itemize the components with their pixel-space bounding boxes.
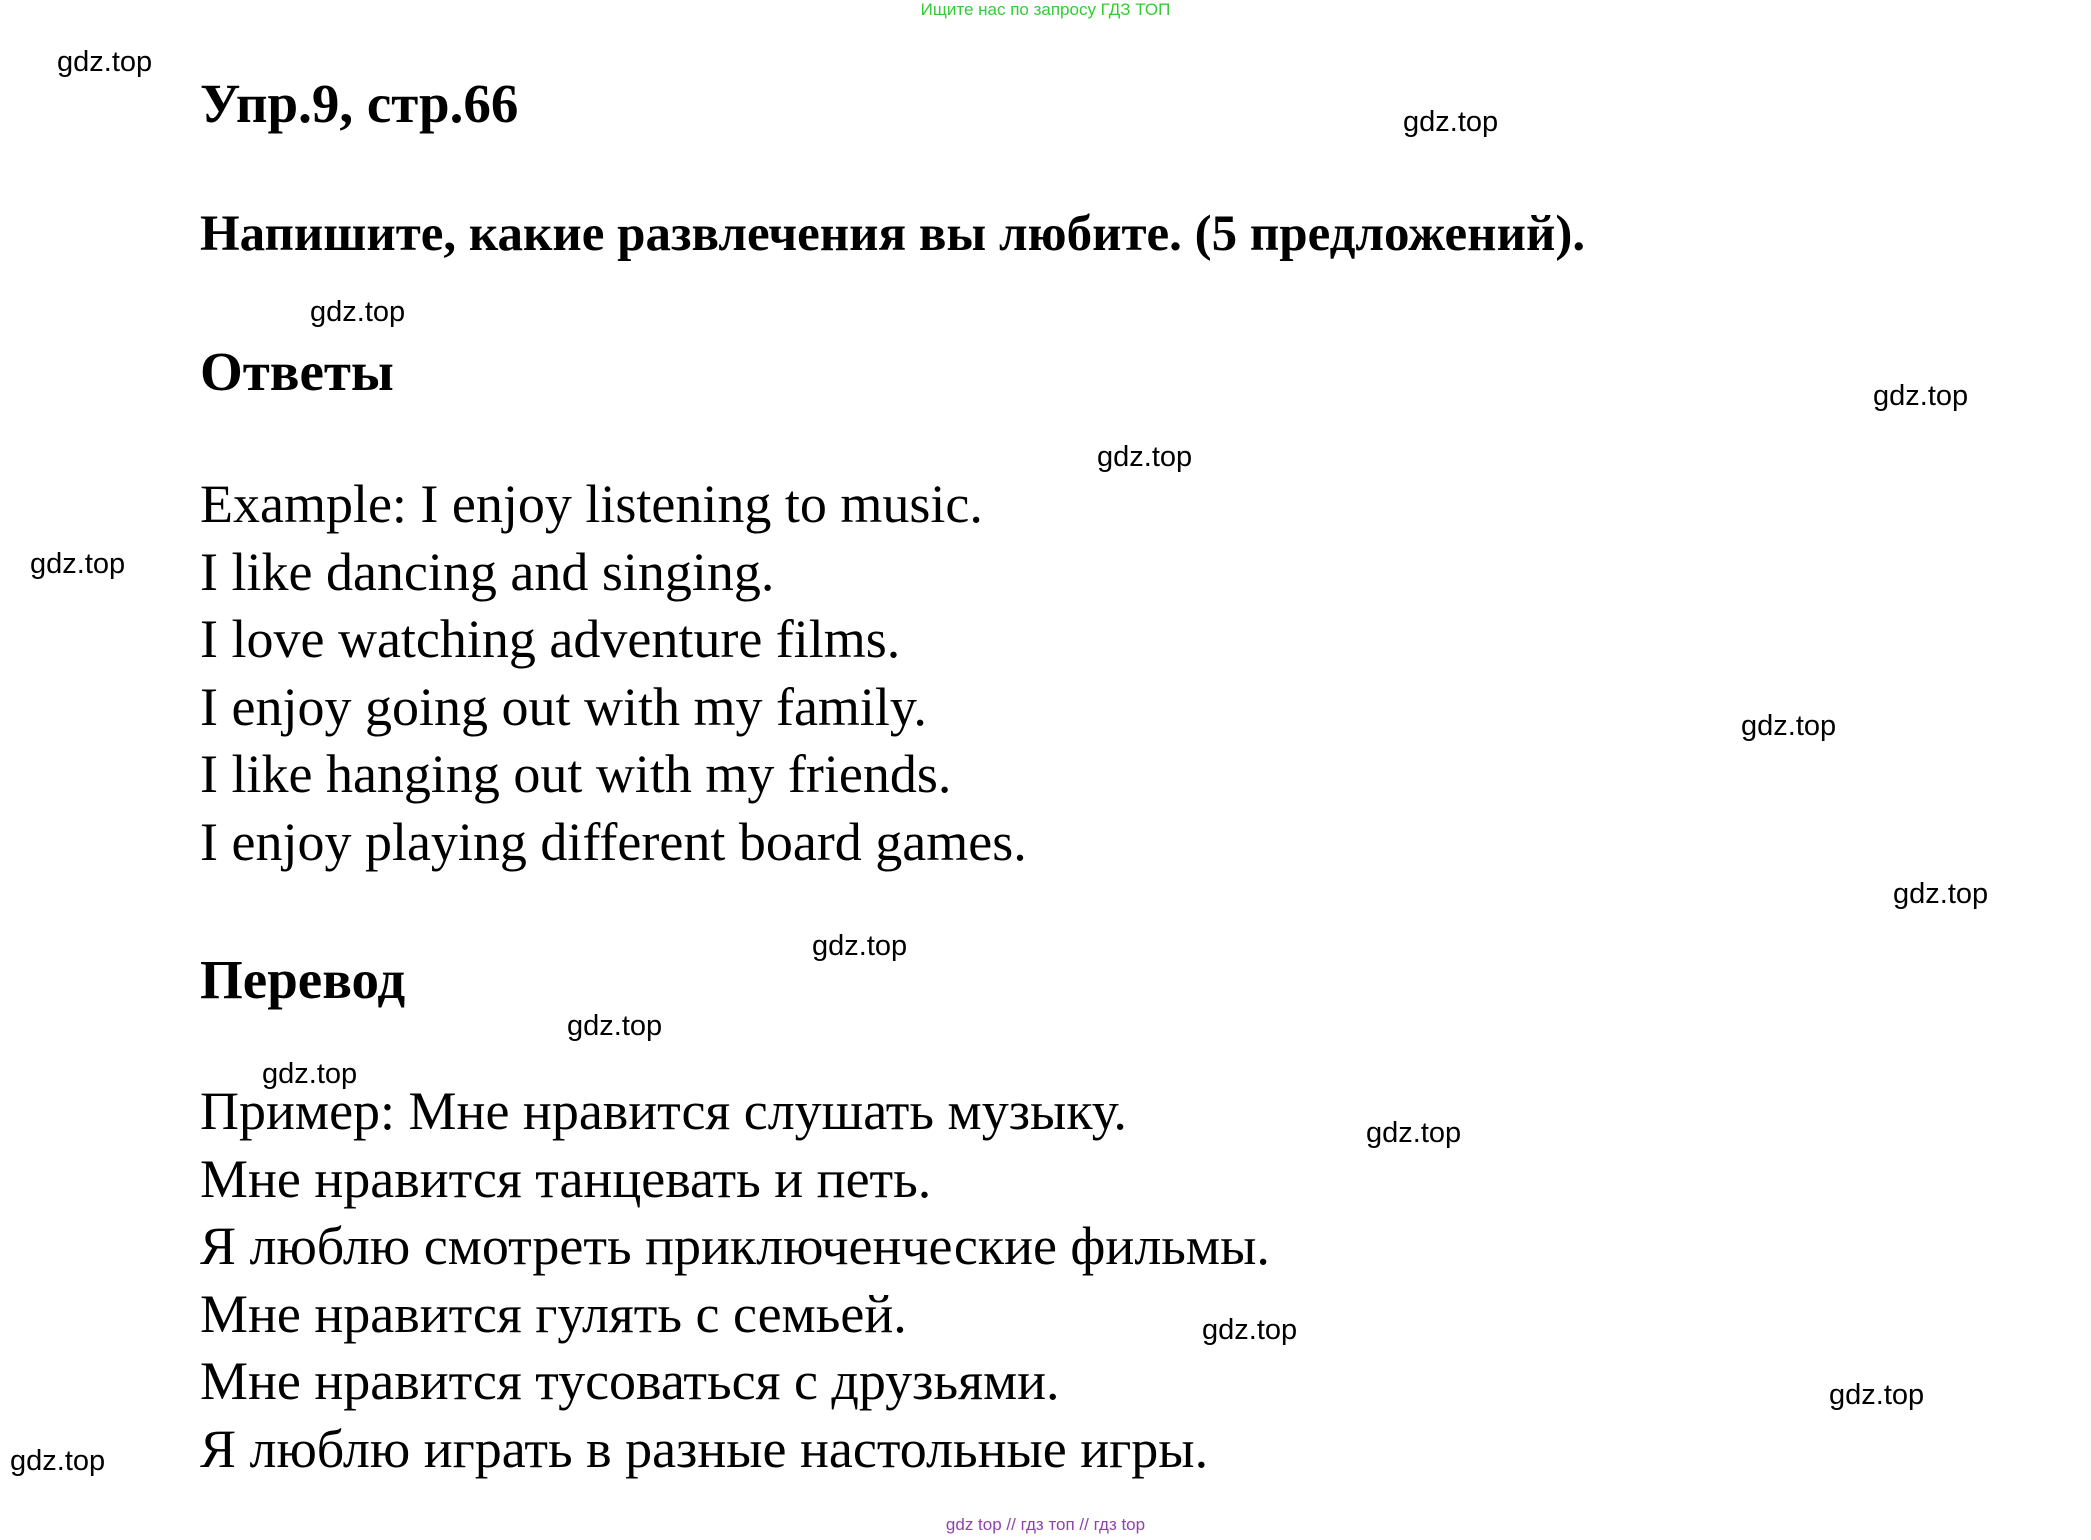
answers-list <box>200 471 1027 876</box>
translation-line: Мне нравится тусоваться с друзьями. <box>200 1351 1060 1411</box>
answer-line: I enjoy going out with my family. <box>200 676 927 737</box>
watermark: gdz.top <box>567 1010 663 1042</box>
watermark: gdz.top <box>57 46 153 78</box>
watermark: gdz.top <box>1097 441 1193 473</box>
answer-line: Example: I enjoy listening to music. <box>200 474 983 534</box>
exercise-task: Напишите, какие развлечения вы любите. (5 предложений). <box>200 206 1586 262</box>
watermark: gdz.top <box>1873 380 1969 412</box>
translation-line: Мне нравится танцевать и петь. <box>200 1148 932 1209</box>
watermark: gdz.top <box>1202 1314 1298 1346</box>
answer-line: I like dancing and singing. <box>200 541 775 602</box>
translation-line: Я люблю играть в разные настольные игры. <box>200 1418 1209 1479</box>
watermark: gdz.top <box>812 930 908 962</box>
translation-line: Я люблю смотреть приключенческие фильмы. <box>200 1216 1270 1276</box>
answer-line: I love watching adventure films. <box>200 609 901 669</box>
translation-heading: Перевод <box>200 949 406 1010</box>
watermark: gdz.top <box>310 296 406 328</box>
watermark: gdz.top <box>1366 1117 1462 1149</box>
translation-list <box>200 1078 1270 1483</box>
watermark: gdz.top <box>10 1445 106 1477</box>
translation-line: Мне нравится гулять с семьей. <box>200 1283 907 1344</box>
search-hint: Ищите нас по запросу ГДЗ ТОП <box>920 0 1171 19</box>
answer-line: I like hanging out with my friends. <box>200 744 952 804</box>
watermark: gdz.top <box>30 548 126 580</box>
watermark: gdz.top <box>1829 1379 1925 1411</box>
exercise-title: Упр.9, стр.66 <box>200 73 519 134</box>
watermark: gdz.top <box>1893 878 1989 910</box>
watermark: gdz.top <box>1403 106 1499 138</box>
answer-line: I enjoy playing different board games. <box>200 811 1027 872</box>
footer-note: gdz top // гдз топ // гдз top <box>945 1515 1146 1534</box>
watermark: gdz.top <box>1741 710 1837 742</box>
answers-heading: Ответы <box>200 341 394 402</box>
watermark: gdz.top <box>262 1058 358 1090</box>
translation-line: Пример: Мне нравится слушать музыку. <box>200 1081 1127 1141</box>
